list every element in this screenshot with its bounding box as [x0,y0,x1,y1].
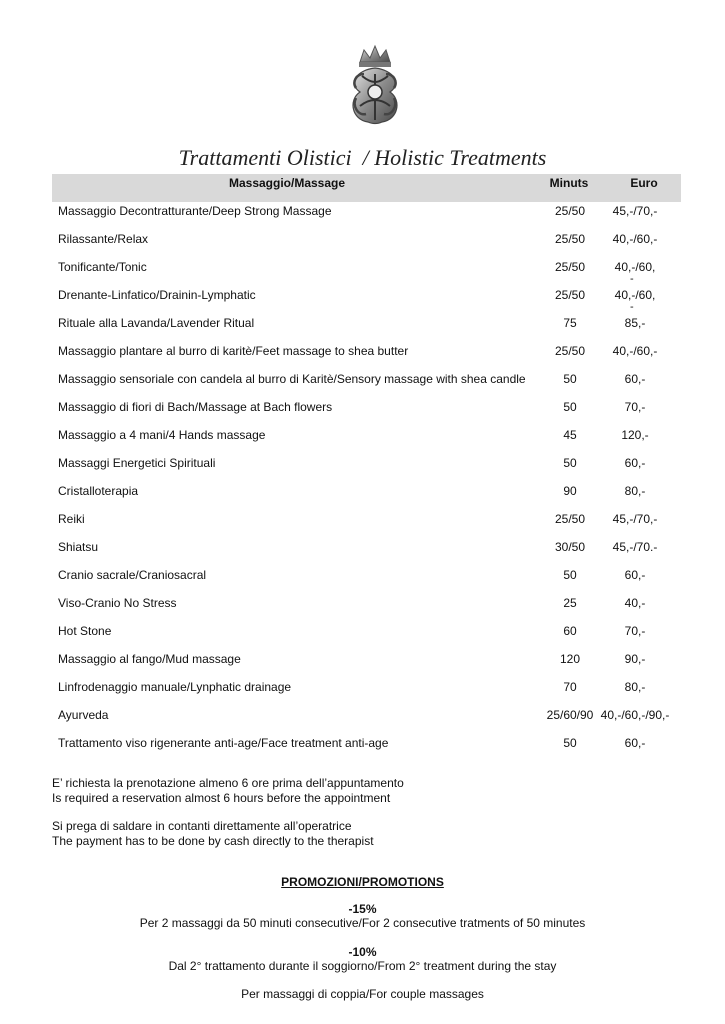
treatment-minutes: 60 [563,624,577,638]
treatment-name: Cranio sacrale/Craniosacral [58,568,207,582]
treatment-name: Massaggio al fango/Mud massage [58,652,241,666]
table-row [0,316,725,336]
table-row [0,400,725,420]
treatment-name: Rituale alla Lavanda/Lavender Ritual [58,316,255,330]
treatment-price: 40,-/60, [614,288,656,302]
treatment-price: 45,-/70,- [612,512,658,526]
treatment-minutes: 50 [563,456,577,470]
treatment-price: 120,- [621,428,649,442]
reservation-note [52,776,404,806]
header-minutes: Minuts [549,176,589,190]
treatment-name: Massaggi Energetici Spirituali [58,456,216,470]
treatment-minutes: 25/50 [554,344,586,358]
treatment-name: Massaggio plantare al burro di karitè/Feet massage to shea butter [58,344,409,358]
treatment-name: Rilassante/Relax [58,232,149,246]
reservation-note-en: Is required a reservation almost 6 hours before the appointment [52,791,391,805]
table-row [0,680,725,700]
treatment-price: 60,- [624,568,646,582]
table-row [0,540,725,560]
table-row [0,260,725,285]
treatment-price: 45,-/70,- [612,204,658,218]
promotion-text-3: Per massaggi di coppia/For couple massages [241,987,484,1001]
table-header [52,174,681,202]
treatment-name: Shiatsu [58,540,99,554]
table-row [0,652,725,672]
treatment-price: 40,-/60,- [612,232,658,246]
treatment-minutes: 25/50 [554,232,586,246]
treatment-price: 40,-/60,- [612,344,658,358]
treatment-name: Hot Stone [58,624,112,638]
table-row [0,344,725,364]
treatment-price: 40,-/60, [614,260,656,274]
payment-note-it: Si prega di saldare in contanti direttamente all’operatrice [52,819,352,833]
table-row [0,288,725,313]
treatment-minutes: 45 [563,428,577,442]
promotion-discount-1: -15% [348,902,377,916]
table-row [0,512,725,532]
promotions-heading: PROMOZIONI/PROMOTIONS [281,875,444,889]
treatment-price: 45,-/70.- [612,540,658,554]
treatment-name: Linfrodenaggio manuale/Lynphatic drainage [58,680,292,694]
treatment-name: Massaggio di fiori di Bach/Massage at Bach flowers [58,400,333,414]
treatment-price: 40,-/60,-/90,- [600,708,670,722]
table-row [0,596,725,616]
table-row [0,456,725,476]
promotion-text-1: Per 2 massaggi da 50 minuti consecutive/For 2 consecutive tratments of 50 minutes [139,916,586,930]
treatment-minutes: 25/50 [554,260,586,274]
treatment-price: 40,- [624,596,646,610]
treatment-minutes: 75 [563,316,577,330]
treatment-minutes: 25/50 [554,512,586,526]
treatment-price-wrap: - [630,301,634,313]
table-row [0,624,725,644]
treatment-price: 60,- [624,456,646,470]
promotion-text-2: Dal 2° trattamento durante il soggiorno/From 2° treatment during the stay [168,959,557,973]
treatment-minutes: 70 [563,680,577,694]
table-row [0,204,725,224]
table-row [0,428,725,448]
treatment-minutes: 50 [563,400,577,414]
treatment-price: 60,- [624,736,646,750]
treatment-price: 70,- [624,624,646,638]
payment-note-en: The payment has to be done by cash directly to the therapist [52,834,374,848]
table-row [0,372,725,392]
treatment-minutes: 25/50 [554,204,586,218]
treatment-name: Massaggio sensoriale con candela al burro di Karitè/Sensory massage with shea candle [58,372,526,386]
crest-logo [342,44,408,130]
page-title: Trattamenti Olistici / Holistic Treatments [178,145,547,170]
treatment-price: 85,- [624,316,646,330]
treatment-name: Tonificante/Tonic [58,260,147,274]
header-treatment: Massaggio/Massage [228,176,346,190]
treatment-minutes: 50 [563,736,577,750]
table-row [0,568,725,588]
treatment-price: 80,- [624,484,646,498]
treatment-minutes: 50 [563,568,577,582]
table-row [0,708,725,728]
treatment-price: 60,- [624,372,646,386]
treatment-name: Reiki [58,512,85,526]
treatment-name: Massaggio Decontratturante/Deep Strong Massage [58,204,332,218]
treatment-price: 70,- [624,400,646,414]
treatment-minutes: 30/50 [554,540,586,554]
table-row [0,484,725,504]
treatment-name: Cristalloterapia [58,484,139,498]
treatment-minutes: 90 [563,484,577,498]
table-row [0,232,725,252]
treatment-name: Massaggio a 4 mani/4 Hands massage [58,428,266,442]
payment-note [52,819,374,849]
reservation-note-it: E’ richiesta la prenotazione almeno 6 ore prima dell’appuntamento [52,776,404,790]
treatment-name: Ayurveda [58,708,109,722]
treatment-name: Trattamento viso rigenerante anti-age/Face treatment anti-age [58,736,389,750]
treatment-name: Drenante-Linfatico/Drainin-Lymphatic [58,288,256,302]
treatment-minutes: 25/60/90 [546,708,594,722]
treatment-price-wrap: - [630,273,634,285]
treatment-name: Viso-Cranio No Stress [58,596,177,610]
treatment-price: 80,- [624,680,646,694]
treatment-minutes: 50 [563,372,577,386]
treatment-minutes: 25/50 [554,288,586,302]
header-price: Euro [630,176,658,190]
treatment-minutes: 25 [563,596,577,610]
table-row [0,736,725,756]
treatment-price: 90,- [624,652,646,666]
promotion-discount-2: -10% [348,945,377,959]
treatment-minutes: 120 [559,652,581,666]
